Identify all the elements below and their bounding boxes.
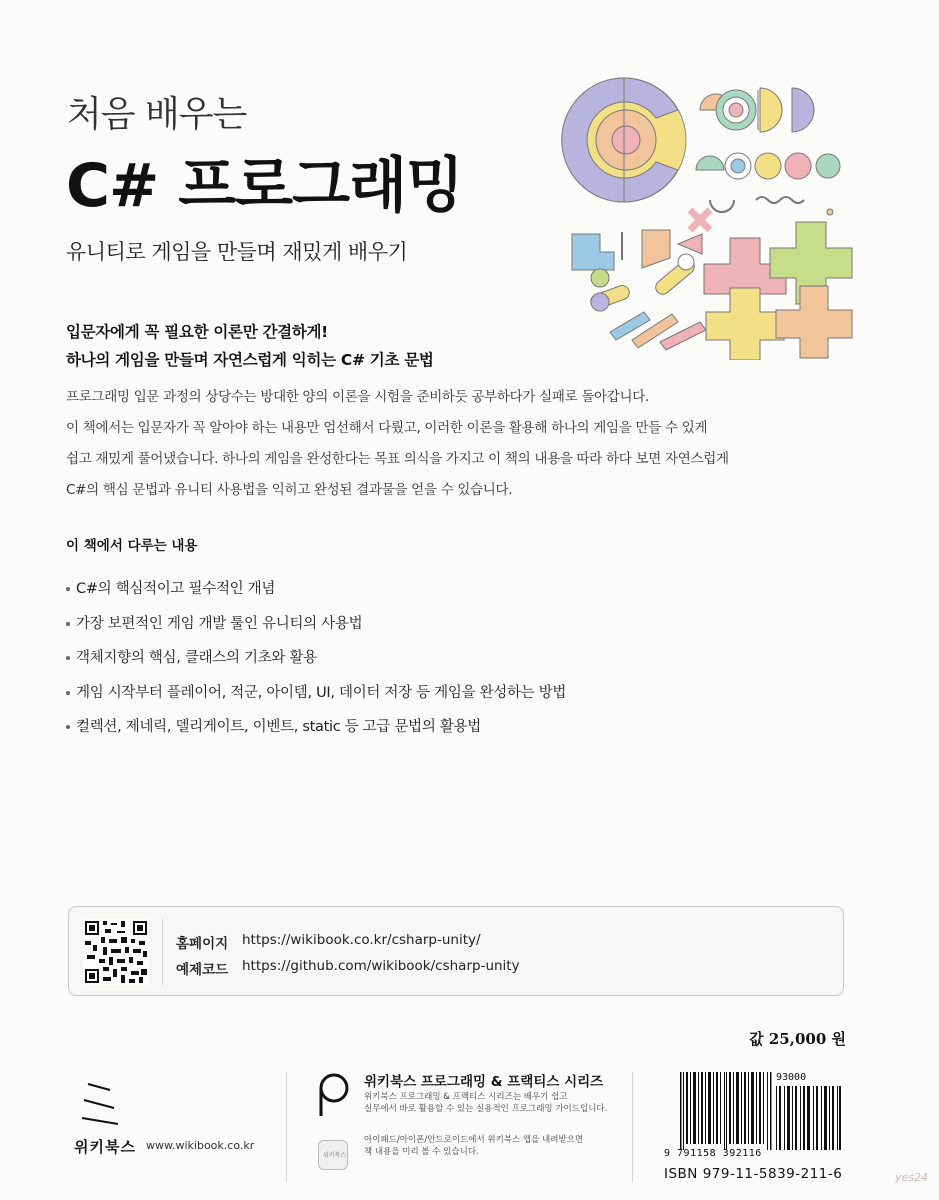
divider	[632, 1072, 633, 1182]
app-description	[364, 1134, 583, 1158]
series-p-icon	[316, 1072, 352, 1118]
example-code-link[interactable]: https://github.com/wikibook/csharp-unity	[242, 958, 520, 974]
app-icon	[318, 1140, 348, 1170]
series-desc-line: 위키북스 프로그래밍 & 프랙티스 시리즈는 배우기 쉽고	[364, 1092, 568, 1102]
cover-illustration	[560, 70, 860, 360]
description-line: 이 책에서는 입문자가 꼭 알아야 하는 내용만 엄선해서 다뤘고, 이러한 이론을 활용해 하나의 게임을 만들 수 있게	[66, 420, 708, 436]
example-code-label: 예제코드	[176, 962, 229, 978]
homepage-link[interactable]: https://wikibook.co.kr/csharp-unity/	[242, 932, 481, 948]
book-title: C# 프로그래밍	[66, 151, 463, 221]
book-description	[66, 382, 866, 506]
list-item	[66, 641, 566, 676]
bullet-icon	[66, 725, 70, 729]
list-item-label: 게임 시작부터 플레이어, 적군, 아이템, UI, 데이터 저장 등 게임을 완성하는 방법	[76, 684, 567, 701]
book-tagline: 유니티로 게임을 만들며 재밌게 배우기	[66, 240, 408, 264]
wikibooks-logo-icon	[80, 1078, 120, 1128]
isbn: ISBN 979-11-5839-211-6	[664, 1166, 843, 1182]
description-line: 쉽고 재밌게 풀어냈습니다. 하나의 게임을 완성한다는 목표 의식을 가지고 이 책의 내용을 따라 하다 보면 자연스럽게	[66, 451, 729, 467]
barcode-addon-number: 93000	[776, 1072, 807, 1083]
highlight-line: 입문자에게 꼭 필요한 이론만 간결하게!	[66, 323, 328, 341]
app-desc-line: 책 내용을 미리 볼 수 있습니다.	[364, 1147, 479, 1157]
list-item-label: 객체지향의 핵심, 클래스의 기초와 활용	[76, 650, 317, 666]
list-item-label: C#의 핵심적이고 필수적인 개념	[76, 581, 276, 597]
contents-list	[66, 572, 566, 745]
series-title: 위키북스 프로그래밍 & 프랙티스 시리즈	[364, 1074, 604, 1090]
list-item	[66, 710, 566, 745]
bullet-icon	[66, 691, 70, 695]
series-description	[364, 1091, 607, 1115]
example-code-row	[176, 958, 520, 978]
description-line: 프로그래밍 입문 과정의 상당수는 방대한 양의 이론을 시험을 준비하듯 공부하다가 실패로 돌아갑니다.	[66, 389, 650, 405]
publisher-url[interactable]: www.wikibook.co.kr	[146, 1139, 255, 1152]
list-item-label: 컬렉션, 제네릭, 델리게이트, 이벤트, static 등 고급 문법의 활용법	[76, 719, 481, 735]
barcode-digits: 9 791158 392116	[664, 1148, 762, 1159]
contents-heading: 이 책에서 다루는 내용	[66, 538, 198, 554]
list-item	[66, 607, 566, 642]
homepage-label: 홈페이지	[176, 936, 229, 952]
divider	[286, 1072, 287, 1182]
price: 값 25,000 원	[749, 1030, 846, 1048]
series-subtitle: 처음 배우는	[67, 94, 247, 135]
watermark: yes24	[895, 1171, 929, 1184]
app-desc-line: 아이패드/아이폰/안드로이드에서 위키북스 앱을 내려받으면	[364, 1135, 584, 1145]
bullet-icon	[66, 622, 70, 626]
series-desc-line: 실무에서 바로 활용할 수 있는 실용적인 프로그래밍 가이드입니다.	[364, 1104, 608, 1114]
description-line: C#의 핵심 문법과 유니티 사용법을 익히고 완성된 결과물을 얻을 수 있습니다.	[66, 482, 513, 498]
bullet-icon	[66, 656, 70, 660]
highlight-line: 하나의 게임을 만들며 자연스럽게 익히는 C# 기초 문법	[66, 351, 434, 369]
barcode-addon-icon	[776, 1086, 842, 1150]
bullet-icon	[66, 587, 70, 591]
homepage-row	[176, 932, 481, 952]
highlight-section	[66, 318, 434, 374]
list-item-label: 가장 보편적인 게임 개발 툴인 유니티의 사용법	[76, 615, 363, 632]
barcode-icon	[680, 1072, 772, 1150]
info-divider	[162, 919, 163, 985]
list-item	[66, 572, 566, 607]
list-item	[66, 676, 566, 711]
info-box	[68, 906, 844, 996]
qr-code[interactable]	[83, 919, 149, 985]
publisher-name: 위키북스	[74, 1138, 136, 1156]
app-icon-label: 위키북스	[323, 1152, 347, 1159]
